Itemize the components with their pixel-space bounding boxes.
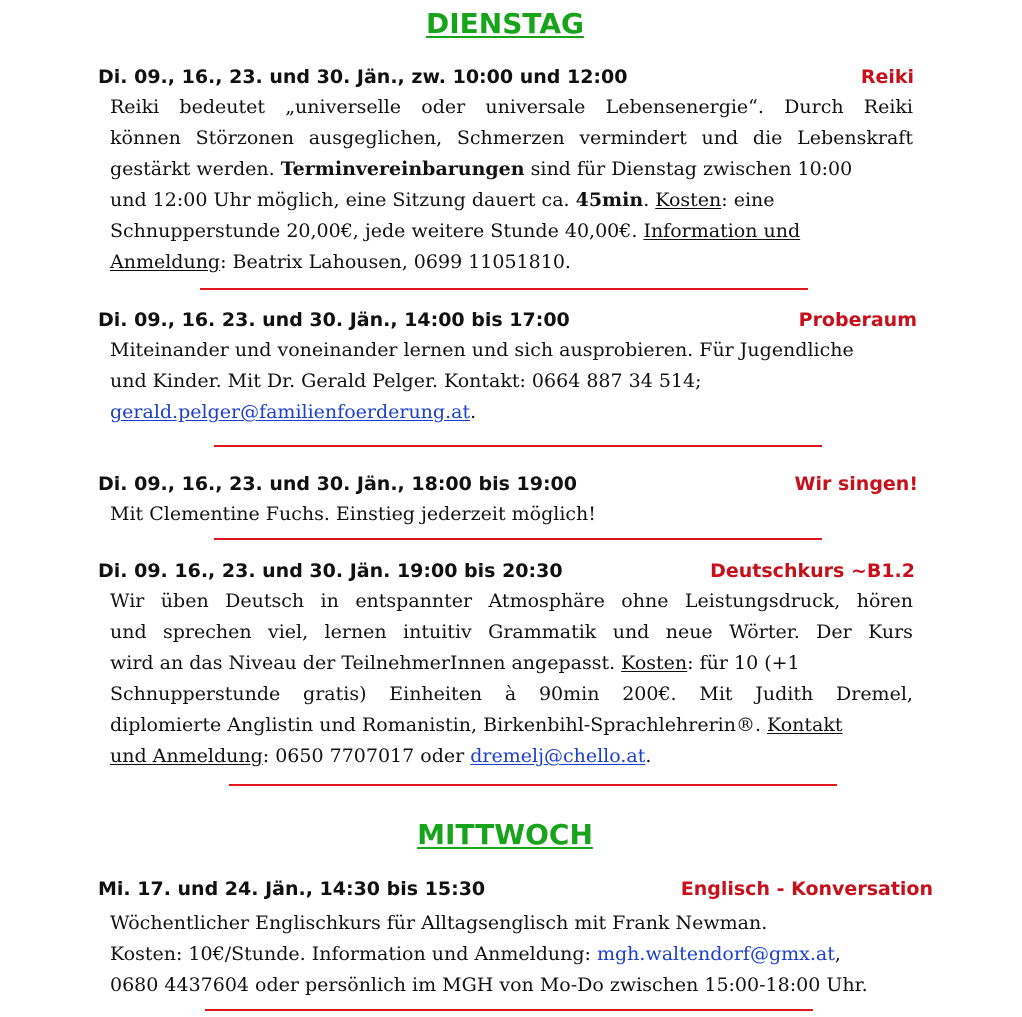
text-line: und sprechen viel, lernen intuitiv Grammatik und neue Wörter. Der Kurs: [110, 621, 913, 643]
event-tag: Deutschkurs ~B1.2: [710, 560, 915, 582]
text-line: Kosten: 10€/Stunde. Information und Anmeldung: mgh.waltendorf@gmx.at,: [110, 943, 841, 965]
text-line: können Störzonen ausgeglichen, Schmerzen vermindert und die Lebenskraft: [110, 127, 913, 149]
event-heading: Di. 09., 16., 23. und 30. Jän., 18:00 bis 19:00: [98, 473, 577, 495]
event-heading: Di. 09., 16. 23. und 30. Jän., 14:00 bis 17:00: [98, 309, 570, 331]
event-description: [110, 586, 913, 772]
event-heading: Di. 09. 16., 23. und 30. Jän. 19:00 bis 20:30: [98, 560, 563, 582]
text-line: Schnupperstunde gratis) Einheiten à 90min 200€. Mit Judith Dremel,: [110, 683, 913, 705]
event-heading: Di. 09., 16., 23. und 30. Jän., zw. 10:00 und 12:00: [98, 66, 628, 88]
text-line: und Anmeldung: 0650 7707017 oder dremelj@chello.at.: [110, 745, 652, 767]
text-line: gestärkt werden. Terminvereinbarungen sind für Dienstag zwischen 10:00: [110, 158, 853, 180]
text-line: und Kinder. Mit Dr. Gerald Pelger. Kontakt: 0664 887 34 514;: [110, 370, 702, 392]
event-tag: Englisch - Konversation: [680, 878, 933, 900]
text-line: Anmeldung: Beatrix Lahousen, 0699 11051810.: [110, 251, 571, 273]
section-heading-mittwoch: MITTWOCH: [417, 818, 593, 851]
text-line: Mit Clementine Fuchs. Einstieg jederzeit möglich!: [110, 503, 596, 525]
divider: [214, 538, 822, 540]
divider: [200, 288, 808, 290]
section-heading-dienstag: DIENSTAG: [426, 7, 584, 40]
event-description: [110, 92, 913, 278]
event-tag: Wir singen!: [794, 473, 918, 495]
email-text[interactable]: mgh.waltendorf@gmx.at: [597, 943, 835, 965]
event-description: [110, 499, 913, 530]
event-tag: Proberaum: [798, 309, 917, 331]
text-line: Reiki bedeutet „universelle oder universale Lebensenergie“. Durch Reiki: [110, 96, 913, 118]
event-description: [110, 908, 913, 1001]
text-line: Wöchentlicher Englischkurs für Alltagsenglisch mit Frank Newman.: [110, 912, 768, 934]
email-link[interactable]: dremelj@chello.at: [470, 745, 646, 767]
text-line: Miteinander und voneinander lernen und sich ausprobieren. Für Jugendliche: [110, 339, 854, 361]
event-heading: Mi. 17. und 24. Jän., 14:30 bis 15:30: [98, 878, 486, 900]
text-line: und 12:00 Uhr möglich, eine Sitzung dauert ca. 45min. Kosten: eine: [110, 189, 775, 211]
event-tag: Reiki: [860, 66, 914, 88]
text-line: wird an das Niveau der TeilnehmerInnen angepasst. Kosten: für 10 (+1: [110, 652, 800, 674]
text-line: Wir üben Deutsch in entspannter Atmosphäre ohne Leistungsdruck, hören: [110, 590, 913, 612]
text-line: 0680 4437604 oder persönlich im MGH von Mo-Do zwischen 15:00-18:00 Uhr.: [110, 974, 868, 996]
text-line: diplomierte Anglistin und Romanistin, Birkenbihl-Sprachlehrerin®. Kontakt: [110, 714, 843, 736]
text-line: gerald.pelger@familienfoerderung.at.: [110, 401, 477, 423]
divider: [205, 1009, 813, 1011]
divider: [229, 784, 837, 786]
event-description: [110, 335, 915, 428]
email-link[interactable]: gerald.pelger@familienfoerderung.at: [110, 401, 471, 423]
text-line: Schnupperstunde 20,00€, jede weitere Stunde 40,00€. Information und: [110, 220, 801, 242]
divider: [214, 445, 822, 447]
